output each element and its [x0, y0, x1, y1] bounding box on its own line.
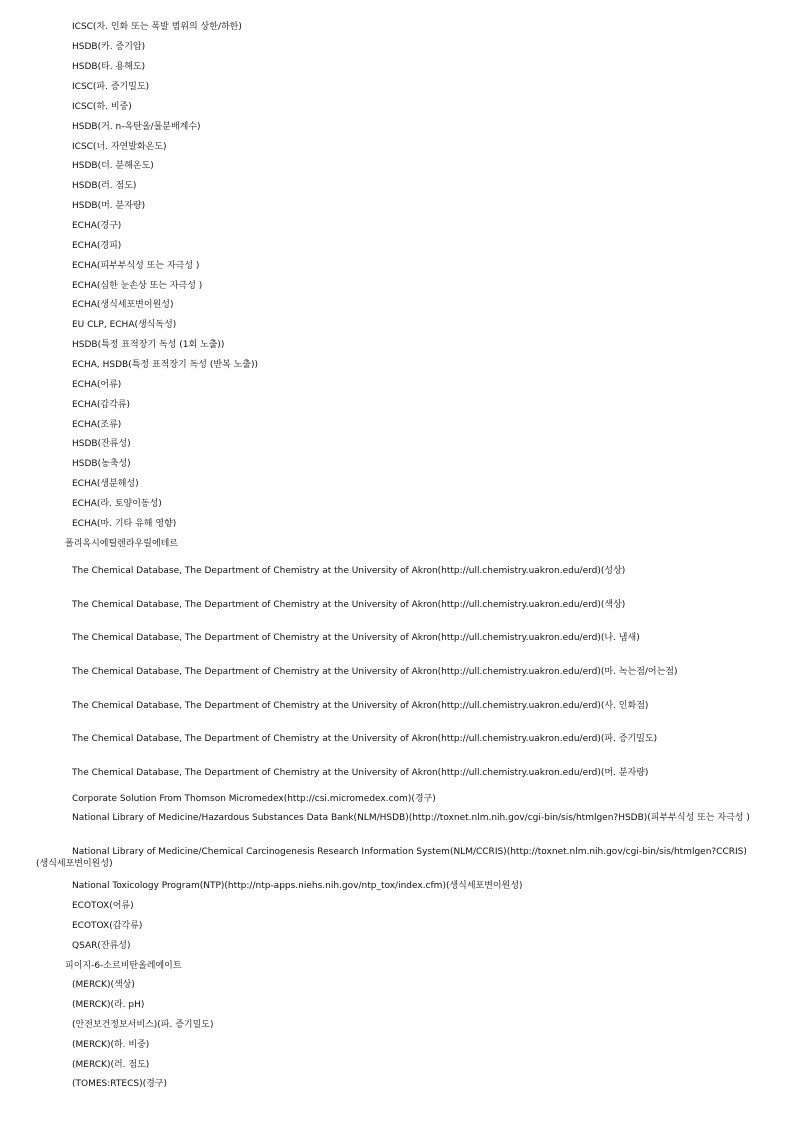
reference-item: HSDB(특정 표적장기 독성 (1회 노출)) — [72, 340, 225, 350]
reference-item: The Chemical Database, The Department of Chemistry at the University of Akron(http://ull.chemistry.uakron.edu/erd)(머. 분자량) — [72, 768, 649, 778]
reference-item: The Chemical Database, The Department of Chemistry at the University of Akron(http://ull.chemistry.uakron.edu/erd)(나. 냄새) — [72, 633, 640, 643]
reference-item: (MERCK)(러. 점도) — [72, 1060, 150, 1070]
reference-item: QSAR(잔류성) — [72, 941, 131, 951]
reference-item: ICSC(차. 인화 또는 폭발 범위의 상한/하한) — [72, 22, 242, 32]
reference-item: Corporate Solution From Thomson Micromedex(http://csi.micromedex.com)(경구) — [72, 794, 436, 804]
reference-item: (MERCK)(색상) — [72, 980, 135, 990]
substance-heading: 피이지-6-소르비탄올레에이트 — [65, 961, 182, 971]
reference-item: HSDB(타. 용해도) — [72, 62, 146, 72]
reference-item: National Library of Medicine/Hazardous Substances Data Bank(NLM/HSDB)(http://toxnet.nlm.nih.gov/cgi-bin/sis/htmlgen?HSDB)(피부부식성 또는 자극성 ) — [72, 813, 750, 823]
reference-item: ECOTOX(갑각류) — [72, 921, 143, 931]
reference-item: The Chemical Database, The Department of Chemistry at the University of Akron(http://ull.chemistry.uakron.edu/erd)(파. 증기밀도) — [72, 734, 658, 744]
reference-item: The Chemical Database, The Department of Chemistry at the University of Akron(http://ull.chemistry.uakron.edu/erd)(사. 인화점) — [72, 701, 649, 711]
reference-item: HSDB(거. n-옥탄올/물분배계수) — [72, 122, 201, 132]
reference-item: HSDB(더. 분해온도) — [72, 161, 154, 171]
reference-item: ICSC(하. 비중) — [72, 102, 132, 112]
reference-item: (안전보건정보서비스)(파. 증기밀도) — [72, 1020, 214, 1030]
reference-item: (MERCK)(하. 비중) — [72, 1040, 150, 1050]
reference-item: ECHA(피부부식성 또는 자극성 ) — [72, 261, 200, 271]
reference-item: ECHA(경피) — [72, 241, 122, 251]
reference-item: The Chemical Database, The Department of Chemistry at the University of Akron(http://ull.chemistry.uakron.edu/erd)(색상) — [72, 600, 626, 610]
reference-item: ECHA(라. 토양이동성) — [72, 499, 162, 509]
reference-item: ICSC(너. 자연발화온도) — [72, 142, 167, 152]
reference-item: (MERCK)(라. pH) — [72, 1000, 145, 1010]
reference-item: HSDB(러. 점도) — [72, 181, 137, 191]
reference-item: HSDB(잔류성) — [72, 439, 131, 449]
reference-item: ECOTOX(어류) — [72, 901, 134, 911]
reference-item: National Library of Medicine/Chemical Carcinogenesis Research Information System(NLM/CCRIS)(http://toxnet.nlm.nih.gov/cgi-bin/sis/htmlgen?CCRIS)(생식세포변이원성) — [36, 847, 747, 869]
reference-item: ECHA(심한 눈손상 또는 자극성 ) — [72, 281, 203, 291]
reference-item: ECHA(갑각류) — [72, 400, 130, 410]
reference-item: ECHA(경구) — [72, 221, 122, 231]
reference-item: HSDB(카. 증기압) — [72, 42, 146, 52]
reference-item: The Chemical Database, The Department of Chemistry at the University of Akron(http://ull.chemistry.uakron.edu/erd)(마. 녹는점/어는점) — [72, 667, 678, 677]
reference-item: EU CLP, ECHA(생식독성) — [72, 320, 177, 330]
reference-item: ECHA(생식세포변이원성) — [72, 300, 174, 310]
reference-item: HSDB(농축성) — [72, 459, 131, 469]
reference-item: ECHA(마. 기타 유해 영향) — [72, 519, 177, 529]
reference-item: HSDB(머. 분자량) — [72, 201, 146, 211]
reference-item: ECHA, HSDB(특정 표적장기 독성 (반복 노출)) — [72, 360, 259, 370]
reference-item: ECHA(생분해성) — [72, 479, 139, 489]
reference-item: ICSC(파. 증기밀도) — [72, 82, 150, 92]
reference-item: The Chemical Database, The Department of Chemistry at the University of Akron(http://ull.chemistry.uakron.edu/erd)(성상) — [72, 566, 626, 576]
substance-heading: 폴리옥시에틸렌라우릴에테르 — [65, 539, 179, 549]
reference-item: ECHA(어류) — [72, 380, 122, 390]
reference-item: National Toxicology Program(NTP)(http://ntp-apps.niehs.nih.gov/ntp_tox/index.cfm)(생식세포변이원성) — [72, 881, 523, 891]
reference-item: ECHA(조류) — [72, 420, 122, 430]
reference-item: (TOMES:RTECS)(경구) — [72, 1079, 167, 1089]
